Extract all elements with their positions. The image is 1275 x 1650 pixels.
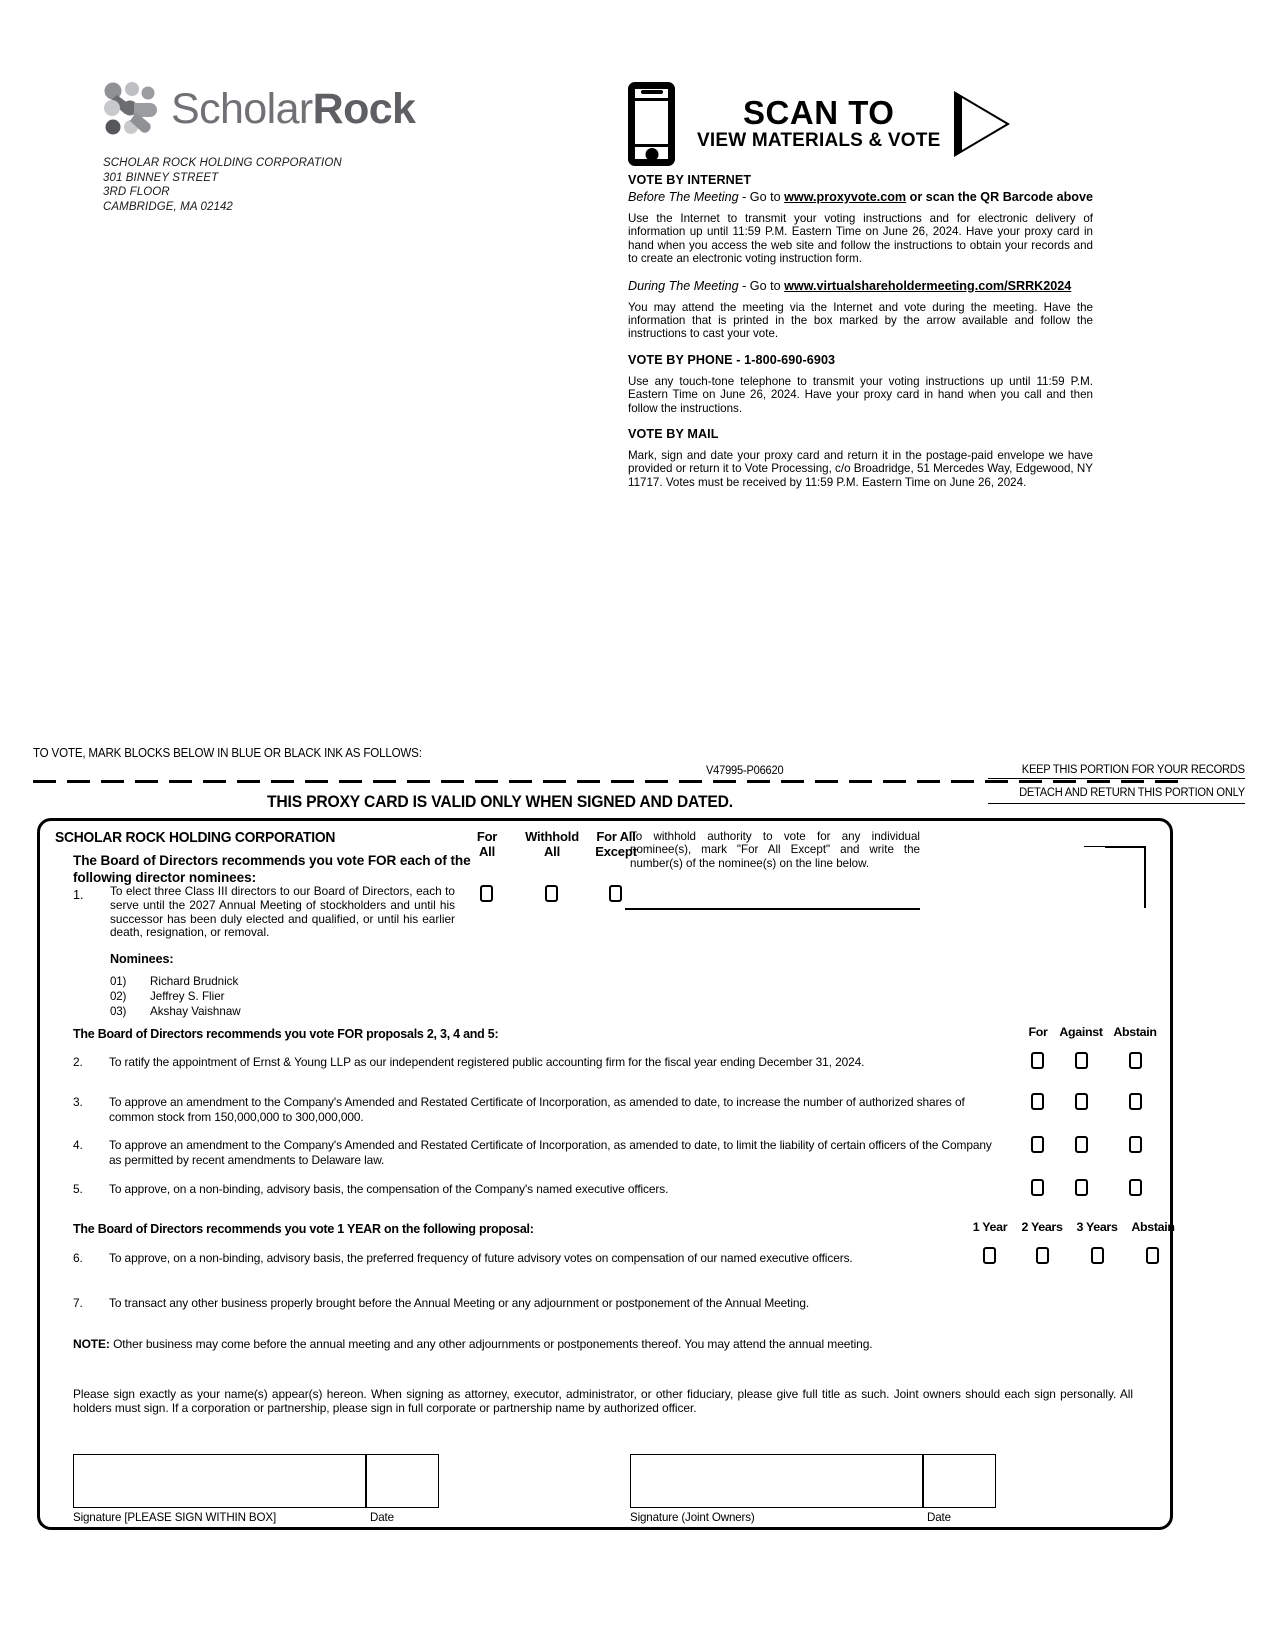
column-header-for-all-line2: All <box>478 843 495 859</box>
signature-date-label-joint: Date <box>927 1511 951 1524</box>
column-header-3-years: 3 Years <box>1076 1220 1118 1234</box>
proposal-6-row <box>73 1251 973 1266</box>
proposal-2-row <box>73 1055 993 1070</box>
nominee-name: Jeffrey S. Flier <box>150 990 225 1003</box>
column-header-2-years: 2 Years <box>1021 1220 1063 1234</box>
nominee-index: 03) <box>110 1005 127 1018</box>
nominee-item <box>110 1004 241 1019</box>
company-address <box>103 156 503 214</box>
nominee-item <box>110 974 241 989</box>
signature-instructions: Please sign exactly as your name(s) appear(s) hereon. When signing as attorney, executor, administrator, or other fiduciary, please give full title as such. Joint owners should each sign personally. All holders must sign. If a corporation or partnership, please sign in full corporate or partnership name by authorized officer. <box>73 1387 1133 1416</box>
column-header-for-all-line1: For <box>476 829 498 844</box>
signature-date-label-primary: Date <box>370 1511 394 1524</box>
during-meeting-label: During The Meeting <box>628 278 739 293</box>
address-window-bracket <box>1084 846 1146 908</box>
withhold-authority-note: To withhold authority to vote for any individual nominee(s), mark "For All Except" and write the number(s) of the nominee(s) on the line below. <box>630 830 920 870</box>
column-header-withhold-all <box>517 830 587 859</box>
checkbox-p6-1-year[interactable] <box>983 1247 996 1264</box>
proposal-1-number: 1. <box>73 888 84 902</box>
column-header-frequency-abstain: Abstain <box>1131 1220 1175 1234</box>
proposal-4-row <box>73 1138 993 1167</box>
vote-internet-before-line <box>628 189 1093 205</box>
proposal-2-number: 2. <box>73 1055 83 1069</box>
play-triangle-icon <box>954 91 1010 157</box>
card-corporation-name: SCHOLAR ROCK HOLDING CORPORATION <box>55 830 336 846</box>
detach-portion-label: DETACH AND RETURN THIS PORTION ONLY <box>1019 785 1245 799</box>
note-text: Other business may come before the annual meeting and any other adjournments or postponements thereof. You may attend the annual meeting. <box>109 1337 873 1351</box>
proposal-3-row <box>73 1095 993 1124</box>
control-number: V47995-P06620 <box>706 763 784 777</box>
column-header-1-year: 1 Year <box>972 1220 1008 1234</box>
vote-by-phone-heading: VOTE BY PHONE - 1-800-690-6903 <box>628 352 836 367</box>
proposal-1-text: To elect three Class III directors to our Board of Directors, each to serve until the 2027 Annual Meeting of stockholders and until his successor has been duly elected and qualified, or until his earlier death, resignation, or removal. <box>110 884 455 940</box>
checkbox-p3-for[interactable] <box>1031 1093 1044 1110</box>
column-header-withhold-line1: Withhold <box>525 829 579 844</box>
recommendation-directors: The Board of Directors recommends you vote FOR each of the following director nominees: <box>73 853 471 885</box>
proposal-3-number: 3. <box>73 1095 83 1109</box>
checkbox-p2-against[interactable] <box>1075 1052 1088 1069</box>
vote-by-phone-body: Use any touch-tone telephone to transmit your voting instructions up until 11:59 P.M. Eastern Time on June 26, 2024. Have your proxy card in hand when you call and then follow the instructions. <box>628 374 1093 415</box>
proposal-3-text: To approve an amendment to the Company's Amended and Restated Certificate of Incorporation, as amended to date, to increase the number of authorized shares of common stock from 150,000,000 to 300,000,000. <box>109 1095 965 1124</box>
nominee-index: 01) <box>110 975 127 988</box>
during-meeting-dash: - Go to <box>738 278 785 293</box>
vote-by-mail-heading: VOTE BY MAIL <box>628 427 719 442</box>
to-vote-instruction: TO VOTE, MARK BLOCKS BELOW IN BLUE OR BLACK INK AS FOLLOWS: <box>33 746 422 760</box>
vote-by-mail-body: Mark, sign and date your proxy card and return it in the postage-paid envelope we have provided or return it to Vote Processing, c/o Broadridge, 51 Mercedes Way, Edgewood, NY 11717. Votes must be received by 11:59 P.M. Eastern Time on June 26, 2024. <box>628 449 1093 489</box>
checkbox-p6-2-years[interactable] <box>1036 1247 1049 1264</box>
checkbox-p3-abstain[interactable] <box>1129 1093 1142 1110</box>
signature-box-joint[interactable] <box>630 1454 923 1508</box>
checkbox-p4-abstain[interactable] <box>1129 1136 1142 1153</box>
checkbox-p5-abstain[interactable] <box>1129 1179 1142 1196</box>
column-header-except-line2: Except <box>595 843 637 859</box>
proposal-6-number: 6. <box>73 1251 83 1265</box>
column-header-except-line1: For All <box>596 829 636 844</box>
checkbox-p1-withhold-all[interactable] <box>545 885 558 902</box>
virtual-meeting-link[interactable]: www.virtualshareholdermeeting.com/SRRK2024 <box>784 278 1072 293</box>
proxy-card <box>37 818 1173 1530</box>
proposal-4-text: To approve an amendment to the Company's Amended and Restated Certificate of Incorporation, as amended to date, to limit the liability of certain officers of the Company as permitted by recent amendments to Delaware law. <box>109 1138 992 1167</box>
nominee-index: 02) <box>110 990 127 1003</box>
column-header-for-all <box>465 830 509 859</box>
checkbox-p6-3-years[interactable] <box>1091 1247 1104 1264</box>
signature-date-box-joint[interactable] <box>923 1454 996 1508</box>
checkbox-p2-for[interactable] <box>1031 1052 1044 1069</box>
additional-business-note <box>73 1337 1133 1352</box>
column-header-for: For <box>1028 1025 1048 1039</box>
column-header-abstain: Abstain <box>1113 1025 1157 1039</box>
column-header-against: Against <box>1059 1025 1103 1039</box>
scholar-rock-logo-icon <box>103 81 159 137</box>
recommendation-one-year: The Board of Directors recommends you vote 1 YEAR on the following proposal: <box>73 1221 534 1236</box>
perforation-dashed-line <box>33 780 1179 783</box>
signature-box-primary[interactable] <box>73 1454 366 1508</box>
mobile-phone-icon <box>628 82 675 166</box>
proposal-4-number: 4. <box>73 1138 83 1152</box>
proposal-5-row <box>73 1182 993 1197</box>
checkbox-p1-for-all-except[interactable] <box>609 885 622 902</box>
recommendation-proposals-2-5: The Board of Directors recommends you vote FOR proposals 2, 3, 4 and 5: <box>73 1026 499 1041</box>
logo-word-rock: Rock <box>312 84 416 133</box>
address-line-3: 3RD FLOOR <box>103 186 170 199</box>
checkbox-p5-against[interactable] <box>1075 1179 1088 1196</box>
checkbox-p4-against[interactable] <box>1075 1136 1088 1153</box>
keep-portion-rule <box>988 778 1245 779</box>
vote-internet-before-body: Use the Internet to transmit your voting instructions and for electronic delivery of information up until 11:59 P.M. Eastern Time on June 26, 2024. Have your proxy card in hand when you access the web site and follow the instructions to obtain your records and to create an electronic voting instruction form. <box>628 212 1093 266</box>
nominee-exception-write-line[interactable] <box>625 908 920 910</box>
keep-portion-label: KEEP THIS PORTION FOR YOUR RECORDS <box>1022 762 1245 776</box>
vote-by-internet-heading: VOTE BY INTERNET <box>628 173 752 187</box>
logo-wordmark <box>171 85 415 134</box>
checkbox-p6-abstain[interactable] <box>1146 1247 1159 1264</box>
vote-internet-during-line <box>628 278 1093 294</box>
nominee-name: Richard Brudnick <box>150 975 239 988</box>
before-meeting-dash: - Go to <box>738 190 785 204</box>
before-meeting-tail: or scan the QR Barcode above <box>906 190 1093 204</box>
signature-label-joint: Signature (Joint Owners) <box>630 1511 755 1524</box>
note-label: NOTE: <box>73 1337 110 1351</box>
nominee-name: Akshay Vaishnaw <box>150 1005 241 1018</box>
address-line-4: CAMBRIDGE, MA 02142 <box>103 200 233 213</box>
proposal-2-text: To ratify the appointment of Ernst & Young LLP as our independent registered public accounting firm for the fiscal year ending December 31, 2024. <box>109 1055 865 1069</box>
checkbox-p1-for-all[interactable] <box>480 885 493 902</box>
company-logo-block <box>103 78 503 214</box>
scan-subheadline: VIEW MATERIALS & VOTE <box>697 130 941 151</box>
nominee-item <box>110 989 241 1004</box>
column-header-withhold-line2: All <box>543 843 560 859</box>
letterhead-area <box>0 0 1275 740</box>
logo-word-scholar: Scholar <box>171 84 313 133</box>
address-line-1: SCHOLAR ROCK HOLDING CORPORATION <box>103 157 342 169</box>
checkbox-p4-for[interactable] <box>1031 1136 1044 1153</box>
proposal-7-row <box>73 1296 1033 1311</box>
voting-instructions <box>628 173 1093 489</box>
checkbox-p5-for[interactable] <box>1031 1179 1044 1196</box>
signature-label-primary: Signature [PLEASE SIGN WITHIN BOX] <box>73 1511 277 1524</box>
scan-headline: SCAN TO <box>743 94 895 131</box>
checkbox-p3-against[interactable] <box>1075 1093 1088 1110</box>
nominees-list <box>110 974 241 1019</box>
checkbox-p2-abstain[interactable] <box>1129 1052 1142 1069</box>
nominees-heading: Nominees: <box>110 952 174 966</box>
signature-date-box-primary[interactable] <box>366 1454 439 1508</box>
detach-portion-rule <box>988 803 1245 804</box>
proposal-7-number: 7. <box>73 1296 83 1310</box>
proxyvote-link[interactable]: www.proxyvote.com <box>784 190 907 204</box>
proxy-validity-note: THIS PROXY CARD IS VALID ONLY WHEN SIGNED AND DATED. <box>267 793 733 811</box>
proposal-7-text: To transact any other business properly brought before the Annual Meeting or any adjournment or postponement of the Annual Meeting. <box>109 1296 810 1310</box>
address-line-2: 301 BINNEY STREET <box>103 171 219 184</box>
proposal-5-text: To approve, on a non-binding, advisory basis, the compensation of the Company's named executive officers. <box>109 1182 669 1196</box>
vote-internet-during-body: You may attend the meeting via the Internet and vote during the meeting. Have the information that is printed in the box marked by the arrow available and follow the instructions to cast your vote. <box>628 300 1093 341</box>
before-meeting-label: Before The Meeting <box>628 190 739 204</box>
proposal-5-number: 5. <box>73 1182 83 1196</box>
proposal-6-text: To approve, on a non-binding, advisory basis, the preferred frequency of future advisory votes on compensation of our named executive officers. <box>109 1251 853 1265</box>
scan-to-vote-banner <box>628 78 1098 170</box>
